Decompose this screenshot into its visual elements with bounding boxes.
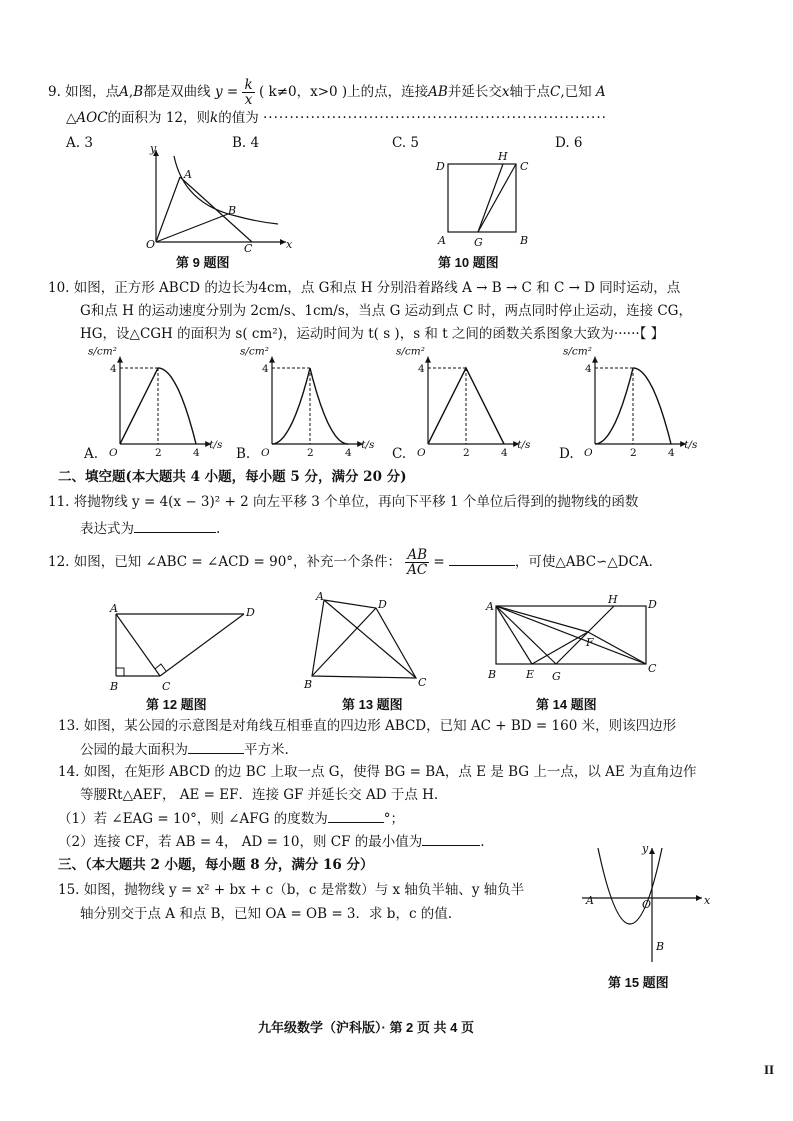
q14-part1-text: （1）若 ∠EAG = 10°，则 ∠AFG 的度数为 xyxy=(58,811,328,827)
q9-frac-den: x xyxy=(244,92,253,108)
svg-text:B: B xyxy=(520,234,529,247)
q13-line1: 13. 如图，某公园的示意图是对角线互相垂直的四边形 ABCD，已知 AC + BD = 160 米，则该四边形 xyxy=(58,718,677,734)
y-axis-arrow xyxy=(117,357,123,363)
q15-line1: 15. 如图，抛物线 y = x² + bx + c（b，c 是常数）与 x 轴负半轴、y 轴负半 xyxy=(58,882,525,898)
q14-line1: 14. 如图，在矩形 ABCD 的边 BC 上取一点 G，使得 BG = BA，点 E 是 BG 上一点，以 AE 为直角边作 xyxy=(58,764,697,780)
q9-text-k: C xyxy=(549,84,561,100)
figure-13-quadrilateral xyxy=(300,588,440,692)
q10-line3: HG，设△CGH 的面积为 s( cm²)，运动时间为 t( s )，s 和 t 之间的函数关系图象大致为······【 】 xyxy=(80,326,665,342)
origin-label: O xyxy=(417,447,426,459)
svg-text:C: C xyxy=(162,680,171,693)
svg-text:x: x xyxy=(704,894,711,907)
q14-part2-suffix: . xyxy=(480,834,485,850)
svg-text:B: B xyxy=(656,940,665,953)
q9-text-h: 并延长交 xyxy=(447,84,502,100)
q9-line2 xyxy=(66,108,607,128)
origin-label: O xyxy=(261,447,270,459)
x-axis-label: t/s xyxy=(517,439,531,451)
q9-option-b: B. 4 xyxy=(232,135,260,151)
svg-text:C: C xyxy=(648,662,657,675)
tick-4: 4 xyxy=(668,447,675,459)
svg-text:E: E xyxy=(526,668,535,681)
q14-part2-blank xyxy=(422,831,480,846)
q10-graph-b xyxy=(240,345,375,460)
svg-text:A: A xyxy=(486,600,494,613)
figure-14-caption: 第 14 题图 xyxy=(536,697,597,712)
svg-text:O: O xyxy=(146,238,156,251)
q14-part2-text: （2）连接 CF，若 AB = 4， AD = 10，则 CF 的最小值为 xyxy=(58,834,423,850)
figure-10-square xyxy=(432,150,536,250)
tick-2: 2 xyxy=(463,447,470,459)
q9-text-d: B xyxy=(133,84,144,100)
q9-line2-c: k xyxy=(210,110,219,126)
q9-text-a: 9. 如图，点 xyxy=(48,84,120,100)
q10-line1: 10. 如图，正方形 ABCD 的边长为4cm，点 G和点 H 分别沿着路线 A → B → C 和 C → D 同时运动，点 xyxy=(48,280,681,296)
q9-text-g: AB xyxy=(428,84,448,100)
q9-line2-d: 的值为 xyxy=(218,110,259,126)
q9-line2-a: △AOC xyxy=(66,110,108,126)
q14-part1-blank xyxy=(328,808,384,823)
svg-text:G: G xyxy=(474,236,483,249)
q10-option-d: D. xyxy=(559,446,574,462)
svg-text:G: G xyxy=(552,670,561,683)
svg-text:F: F xyxy=(586,636,594,649)
svg-text:D: D xyxy=(246,606,255,619)
tick-4: 4 xyxy=(345,447,352,459)
figure-9-caption: 第 9 题图 xyxy=(176,255,230,270)
svg-text:A: A xyxy=(110,602,118,615)
q14-part2 xyxy=(58,831,485,852)
q11-line2-text: 表达式为 xyxy=(80,521,134,537)
figure-10-caption: 第 10 题图 xyxy=(438,255,499,270)
svg-text:A: A xyxy=(586,894,594,907)
q9-text-c: , xyxy=(128,84,134,100)
y-axis-label: s/cm² xyxy=(563,345,592,358)
q9-line1 xyxy=(48,78,606,107)
tick-4: 4 xyxy=(501,447,508,459)
figure-12-caption: 第 12 题图 xyxy=(146,697,207,712)
graph-b-fall xyxy=(310,368,348,444)
q13-line2 xyxy=(80,739,289,760)
q9-eq-y: y = xyxy=(214,84,239,100)
q9-text-m: A xyxy=(595,84,606,100)
svg-text:D: D xyxy=(436,160,445,173)
svg-text:y: y xyxy=(642,842,649,855)
q12-frac-den: AC xyxy=(407,562,428,578)
q9-condition: ( k≠0，x>0 ) xyxy=(258,84,348,100)
section-2-heading: 二、填空题(本大题共 4 小题，每小题 5 分，满分 20 分) xyxy=(58,469,407,485)
y-tick-4: 4 xyxy=(585,363,592,375)
q11-line1: 11. 将抛物线 y = 4(x − 3)² + 2 向左平移 3 个单位，再向下平移 1 个单位后得到的抛物线的函数 xyxy=(48,494,639,510)
origin-label: O xyxy=(109,447,118,459)
y-tick-4: 4 xyxy=(262,363,269,375)
figure-15-parabola xyxy=(578,842,710,968)
q14-part1 xyxy=(58,808,404,829)
tick-2: 2 xyxy=(155,447,162,459)
svg-text:x: x xyxy=(286,238,293,251)
q15-line2: 轴分别交于点 A 和点 B，已知 OA = OB = 3．求 b，c 的值. xyxy=(80,906,453,922)
y-axis-label: s/cm² xyxy=(88,345,117,358)
svg-text:A: A xyxy=(438,234,446,247)
svg-text:C: C xyxy=(418,676,427,689)
q12-text-c: ，可使△ABC∽△DCA. xyxy=(514,554,653,570)
q10-graph-d xyxy=(563,345,698,460)
q11-answer-blank xyxy=(134,518,216,533)
q9-option-d: D. 6 xyxy=(555,135,583,151)
q12-frac-num: AB xyxy=(407,547,428,563)
y-axis-arrow xyxy=(425,357,431,363)
svg-text:D: D xyxy=(648,598,657,611)
y-tick-4: 4 xyxy=(110,363,117,375)
svg-text:C: C xyxy=(520,160,529,173)
q9-fraction xyxy=(242,78,254,107)
y-axis-arrow xyxy=(269,357,275,363)
figure-15-caption: 第 15 题图 xyxy=(608,975,669,990)
svg-text:H: H xyxy=(608,593,618,606)
svg-text:C: C xyxy=(244,242,253,255)
y-tick-4: 4 xyxy=(418,363,425,375)
graph-a-fall xyxy=(158,368,196,444)
corner-mark: II xyxy=(764,1062,775,1077)
tick-2: 2 xyxy=(307,447,314,459)
q9-text-i: x xyxy=(501,84,510,100)
figure-14-rectangle xyxy=(484,594,664,686)
q9-text-f: 上的点，连接 xyxy=(347,84,429,100)
figure-9-hyperbola xyxy=(140,142,300,254)
svg-text:H: H xyxy=(498,150,508,163)
q9-dots: ································································· xyxy=(263,110,607,126)
svg-text:D: D xyxy=(378,598,387,611)
q12-answer-blank xyxy=(449,551,515,566)
q9-line2-b: 的面积为 12，则 xyxy=(107,110,211,126)
q12-text-a: 12. 如图，已知 ∠ABC = ∠ACD = 90°，补充一个条件： xyxy=(48,554,402,570)
section-3-heading: 三、（本大题共 2 小题，每小题 8 分，满分 16 分） xyxy=(58,857,374,873)
svg-text:A: A xyxy=(316,590,324,603)
q12-equals: = xyxy=(433,554,445,570)
svg-text:B: B xyxy=(228,204,237,217)
y-axis-label: s/cm² xyxy=(396,345,425,358)
q10-line2: G和点 H 的运动速度分别为 2cm/s、1cm/s，当点 G 运动到点 C 时，两点同时停止运动，连接 CG， xyxy=(80,303,692,319)
q11-line2-period: . xyxy=(216,521,221,537)
page-footer: 九年级数学（沪科版）· 第 2 页 共 4 页 xyxy=(258,1020,474,1035)
svg-text:A: A xyxy=(184,168,192,181)
origin-label: O xyxy=(584,447,593,459)
q13-answer-blank xyxy=(188,739,244,754)
q10-graph-c xyxy=(396,345,531,460)
y-axis-arrow xyxy=(592,357,598,363)
q13-unit: 平方米. xyxy=(244,742,289,758)
q9-option-a: A. 3 xyxy=(66,135,93,151)
graph-a-rise xyxy=(120,368,158,444)
q9-frac-num: k xyxy=(244,77,253,93)
graph-d-rise xyxy=(595,368,633,444)
q12-line xyxy=(48,548,653,577)
q9-text-l: ,已知 xyxy=(560,84,592,100)
q14-line2: 等腰Rt△AEF， AE = EF．连接 GF 并延长交 AD 于点 H. xyxy=(80,787,439,803)
x-axis-label: t/s xyxy=(209,439,223,451)
x-axis-label: t/s xyxy=(361,439,375,451)
q13-line2-text: 公园的最大面积为 xyxy=(80,742,188,758)
figure-12-triangles xyxy=(104,600,264,694)
graph-b-rise xyxy=(272,368,310,444)
q14-part1-suffix: °； xyxy=(383,811,404,827)
q12-fraction xyxy=(405,548,429,577)
svg-text:O: O xyxy=(642,898,652,911)
tick-2: 2 xyxy=(630,447,637,459)
svg-text:B: B xyxy=(110,680,119,693)
q9-text-j: 轴于点 xyxy=(509,84,550,100)
figure-13-caption: 第 13 题图 xyxy=(342,697,403,712)
q10-option-b: B. xyxy=(236,446,251,462)
q10-graph-a xyxy=(88,345,223,460)
svg-text:y: y xyxy=(150,142,157,155)
q9-text-e: 都是双曲线 xyxy=(143,84,211,100)
graph-d-fall xyxy=(633,368,671,444)
q9-text-b: A xyxy=(119,84,129,100)
y-axis-label: s/cm² xyxy=(240,345,269,358)
x-axis-label: t/s xyxy=(684,439,698,451)
q10-option-c: C. xyxy=(392,446,407,462)
q11-line2 xyxy=(80,518,220,539)
tick-4: 4 xyxy=(193,447,200,459)
q9-option-c: C. 5 xyxy=(392,135,420,151)
q10-option-a: A. xyxy=(84,446,99,462)
svg-text:B: B xyxy=(304,678,313,691)
svg-text:B: B xyxy=(488,668,497,681)
